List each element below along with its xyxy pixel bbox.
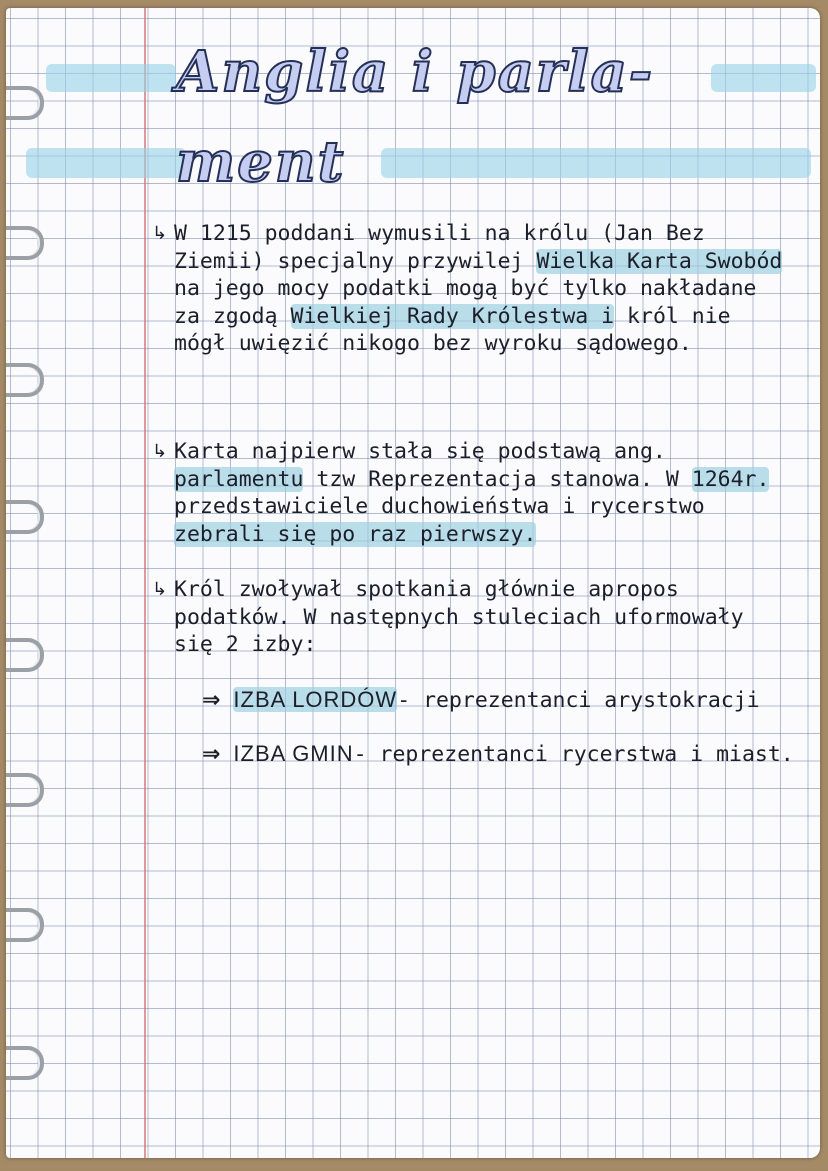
- page-title-line2: ment: [176, 129, 346, 195]
- highlight-wielka-karta: Wielka Karta Swobód: [536, 248, 783, 274]
- spiral-ring: [6, 773, 44, 807]
- spiral-ring: [6, 908, 44, 942]
- spiral-ring: [6, 1046, 44, 1080]
- double-arrow-icon: ⇒: [202, 688, 221, 713]
- spiral-ring: [6, 500, 44, 534]
- double-arrow-icon: ⇒: [202, 742, 221, 767]
- title-highlight: [711, 64, 816, 92]
- curved-arrow-icon: ↳: [152, 223, 168, 244]
- paragraph-magna-carta: ↳ W 1215 poddani wymusili na królu (Jan Bez Ziemii) specjalny przywilej Wielka Karta Swobód na jego mocy podatki mogą być tylko nakładane za zgodą Wielkiej Rady Królestwa i król nie mógł uwięzić nikogo bez wyroku sądowego.: [152, 221, 783, 356]
- highlight-parlamentu: parlamentu: [174, 466, 304, 492]
- house-name: IZBA GMIN: [233, 741, 354, 766]
- house-of-commons: [202, 740, 802, 769]
- house-description: - reprezentanci arystokracji: [397, 688, 760, 713]
- highlight-first-meeting: zebrali się po raz pierwszy.: [174, 521, 537, 547]
- highlight-wielka-rada: Wielkiej Rady Królestwa i: [290, 303, 615, 329]
- paragraph-two-houses: ↳ Król zwoływał spotkania głównie apropos podatków. W następnych stuleciach uformowały się 2 izby:: [152, 577, 744, 657]
- house-name: IZBA LORDÓW: [233, 687, 398, 712]
- page-title-line1: Anglia i parla-: [176, 39, 655, 105]
- curved-arrow-icon: ↳: [152, 579, 168, 600]
- title-highlight: [381, 148, 811, 178]
- curved-arrow-icon: ↳: [152, 441, 168, 462]
- house-of-lords: [202, 686, 802, 715]
- margin-line: [144, 8, 146, 1158]
- spiral-ring: [6, 86, 44, 120]
- spiral-ring: [6, 226, 44, 260]
- title-highlight: [26, 148, 186, 178]
- spiral-ring: [6, 638, 44, 672]
- notebook-page: [6, 8, 820, 1158]
- house-description: - reprezentanci rycerstwa i miast.: [353, 742, 794, 767]
- highlight-1264: 1264r.: [691, 466, 770, 492]
- spiral-ring: [6, 363, 44, 397]
- paragraph-parliament-origin: ↳ Karta najpierw stała się podstawą ang. parlamentu tzw Reprezentacja stanowa. W 1264r. przedstawiciele duchowieństwa i rycerstwo zebrali się po raz pierwszy.: [152, 439, 770, 547]
- title-highlight: [46, 64, 176, 92]
